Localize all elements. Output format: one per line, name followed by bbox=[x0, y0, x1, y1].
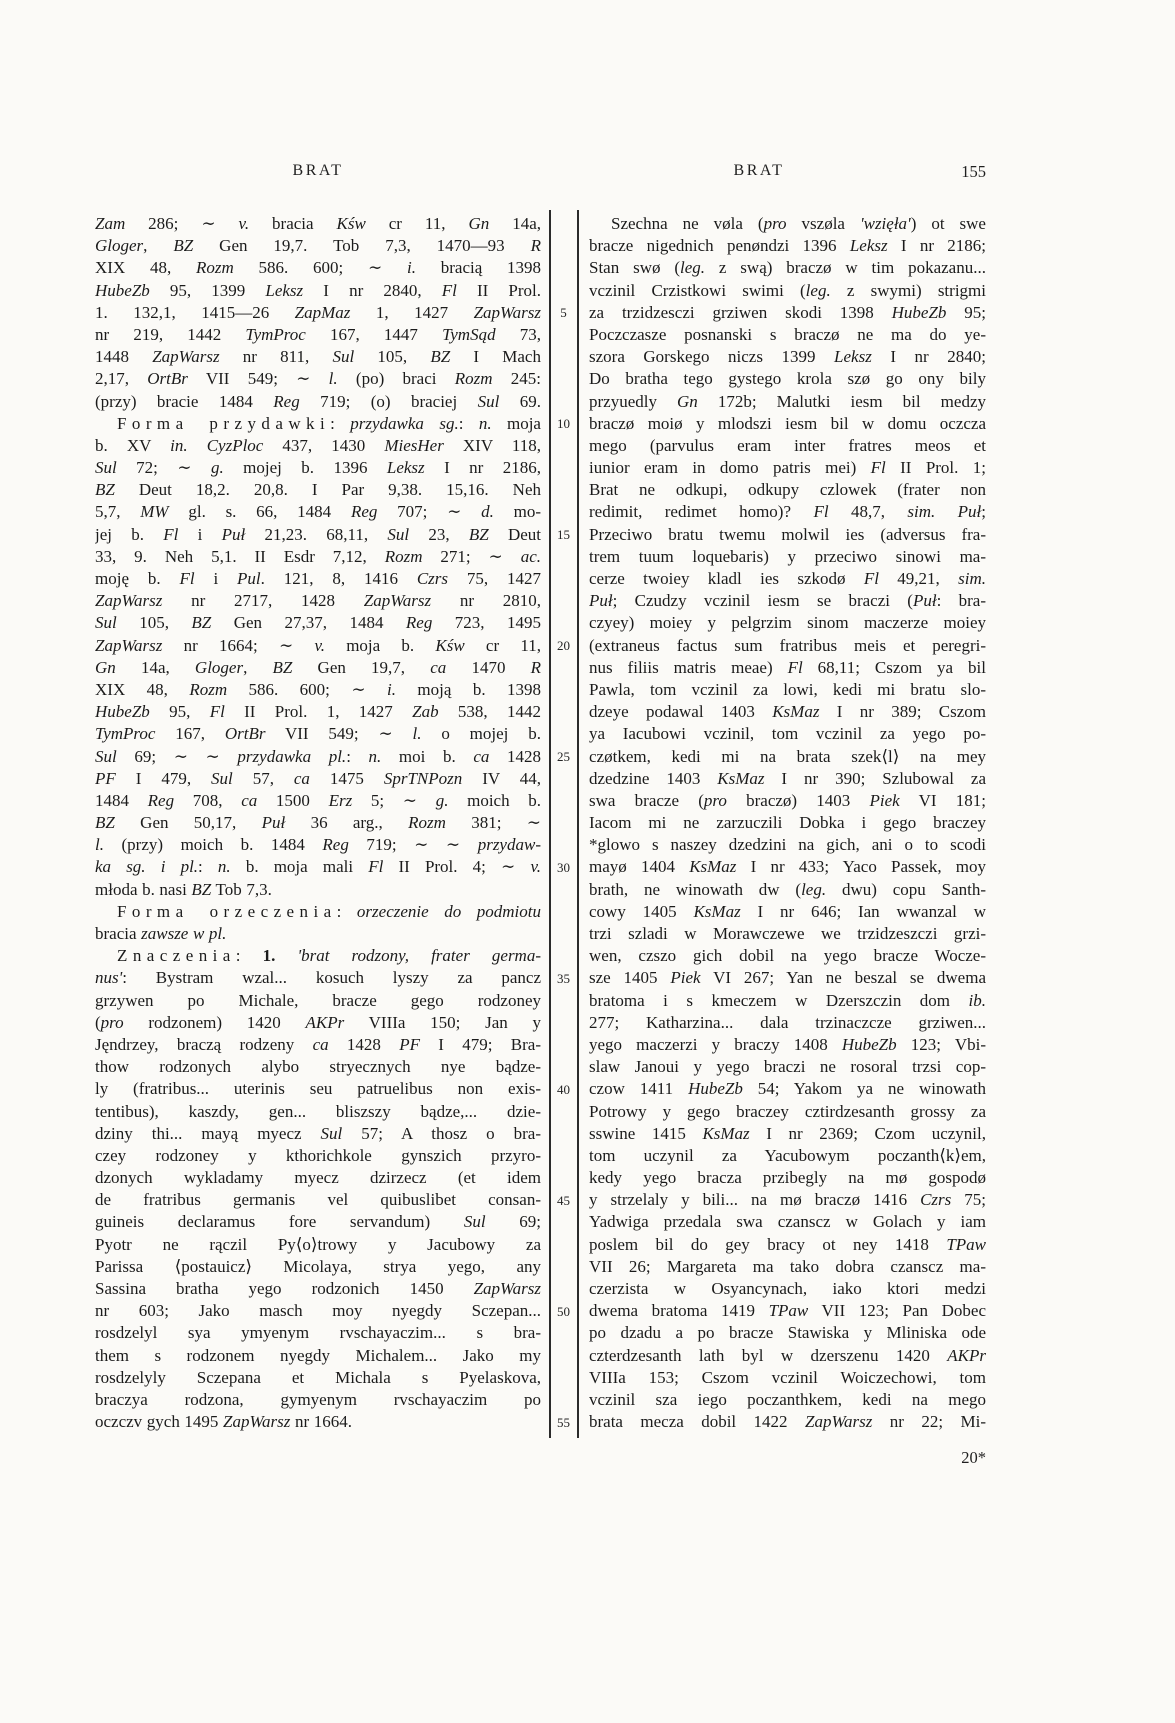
text-line: bracia zawsze w pl. bbox=[95, 924, 227, 943]
text-line: czey rodzoney y kthorichkole gynszich przyro- bbox=[95, 1145, 541, 1165]
text-line: (pro rodzonem) 1420 AKPr VIIIa 150; Jan y bbox=[95, 1012, 541, 1032]
text-line: swa bracze (pro braczø) 1403 Piek VI 181; bbox=[589, 790, 986, 810]
text-line: po dzadu a po bracze Stawiska y Mliniska ode bbox=[589, 1323, 986, 1343]
text-line: czow 1411 HubeZb 54; Yakom ya ne winowath bbox=[589, 1079, 986, 1099]
text-line: *glowo s naszey dzedzini na gich, ani o to scodi bbox=[589, 835, 986, 855]
line-number: 15 bbox=[557, 526, 570, 542]
text-line: Pawla, tom vczinil za lowi, kedi mi bratu slo- bbox=[589, 679, 986, 699]
text-line: kedy yego bracza przibegly na mø gospodø bbox=[589, 1168, 986, 1188]
left-column bbox=[95, 213, 541, 1433]
line-number: 30 bbox=[557, 859, 570, 875]
text-line: Zam 286; ∼ v. bracia Kśw cr 11, Gn 14a, bbox=[95, 214, 541, 233]
line-number: 45 bbox=[557, 1192, 570, 1208]
text-line: szora Gorskego niczs 1399 Leksz I nr 2840; bbox=[589, 347, 986, 367]
text-line: 33, 9. Neh 5,1. II Esdr 7,12, Rozm 271; ∼ ac. bbox=[95, 546, 541, 566]
text-line: Pyotr ne rączil Py⟨o⟩trowy y Jacubowy za bbox=[95, 1234, 541, 1254]
text-line: guineis declaramus fore servandum) Sul 69; bbox=[95, 1212, 541, 1232]
text-line: cowy 1405 KsMaz I nr 646; Ian wwanzal w bbox=[589, 901, 986, 921]
text-line: Forma przydawki: przydawka sg.: n. moja bbox=[117, 413, 541, 433]
text-line: grzywen po Michale, bracze gego rodzoney bbox=[95, 990, 541, 1010]
text-line: ka sg. i pl.: n. b. moja mali Fl II Prol. 4; ∼ v. bbox=[95, 857, 541, 877]
text-line: 277; Katharzina... dala trzinaczcze grziwen... bbox=[589, 1012, 986, 1032]
text-line: bratoma i s kmeczem w Dzerszczin dom ib. bbox=[589, 990, 986, 1010]
text-line: sswine 1415 KsMaz I nr 2369; Czom uczynil, bbox=[589, 1123, 986, 1143]
text-line: dziny thi... mayą myecz Sul 57; A thosz o bra- bbox=[95, 1123, 541, 1143]
line-number: 55 bbox=[557, 1414, 570, 1430]
line-number: 35 bbox=[557, 970, 570, 986]
line-number-gutter bbox=[550, 213, 577, 1441]
text-line: sze 1405 Piek VI 267; Yan ne beszal se dwema bbox=[589, 968, 986, 988]
text-line: braczø moiø y mlodszi iesm bil w domu oczcza bbox=[589, 413, 986, 433]
text-line: młoda b. nasi BZ Tob 7,3. bbox=[95, 879, 272, 899]
text-line: Potrowy y gego braczey cztirdzesanth grossy za bbox=[589, 1101, 986, 1121]
text-line: b. XV in. CyzPloc 437, 1430 MiesHer XIV 118, bbox=[95, 435, 541, 455]
running-head-right: BRAT bbox=[733, 162, 785, 179]
text-line: HubeZb 95, 1399 Leksz I nr 2840, Fl II Prol. bbox=[95, 280, 541, 300]
text-line: nus filiis matris meae) Fl 68,11; Cszom ya bil bbox=[589, 657, 986, 677]
text-line: ly (fratribus... uterinis seu patruelibus non exis- bbox=[95, 1079, 541, 1099]
text-line: VIIIa 153; Cszom vczinil Woiczechowi, tom bbox=[589, 1367, 986, 1387]
text-line: Sassina bratha yego rodzonich 1450 ZapWarsz bbox=[95, 1279, 541, 1298]
text-line: yego maczerzi y braczy 1408 HubeZb 123; Vbi- bbox=[589, 1034, 986, 1054]
text-line: vczinil sza iego poczanthkem, kedi na mego bbox=[589, 1389, 986, 1409]
text-line: rosdzelyl sya ymyenym rvschayaczim... s bra- bbox=[95, 1323, 541, 1343]
text-line: nr 603; Jako masch moy nyegdy Sczepan... bbox=[95, 1301, 541, 1321]
line-number: 10 bbox=[557, 415, 570, 431]
text-line: Gloger, BZ Gen 19,7. Tob 7,3, 1470—93 R bbox=[95, 236, 541, 256]
text-line: jej b. Fl i Puł 21,23. 68,11, Sul 23, BZ Deut bbox=[95, 524, 541, 544]
text-line: (przy) bracie 1484 Reg 719; (o) braciej Sul 69. bbox=[95, 391, 541, 411]
text-line: nr 219, 1442 TymProc 167, 1447 TymSąd 73, bbox=[95, 324, 541, 344]
text-line: Sul 69; ∼ ∼ przydawka pl.: n. moi b. ca 1428 bbox=[95, 746, 541, 766]
text-line: 5,7, MW gl. s. 66, 1484 Reg 707; ∼ d. mo- bbox=[95, 502, 541, 522]
text-line: Jęndrzey, braczą rodzeny ca 1428 PF I 479; Bra- bbox=[95, 1034, 541, 1054]
text-line: poslem bil do gey bracy ot ney 1418 TPaw bbox=[589, 1234, 986, 1254]
text-line: dzedzine 1403 KsMaz I nr 390; Szlubowal za bbox=[589, 768, 986, 788]
text-line: ZapWarsz nr 1664; ∼ v. moja b. Kśw cr 11, bbox=[95, 635, 541, 655]
text-line: Poczczasze posnanski s braczø ne ma do ye- bbox=[589, 324, 986, 344]
text-line: brath, ne winowath dw (leg. dwu) copu Santh- bbox=[589, 879, 986, 899]
text-line: 1484 Reg 708, ca 1500 Erz 5; ∼ g. moich b. bbox=[95, 790, 541, 810]
text-line: BZ Gen 50,17, Puł 36 arg., Rozm 381; ∼ bbox=[95, 813, 541, 833]
text-line: trzi szladi w Morawczewe we trzidzeszczi grzi- bbox=[589, 924, 986, 943]
line-number: 40 bbox=[557, 1081, 570, 1097]
text-line: 1448 ZapWarsz nr 811, Sul 105, BZ I Mach bbox=[95, 347, 541, 367]
text-line: trem tuum loquebaris) y przeciwo sinowi ma- bbox=[589, 546, 986, 566]
right-column bbox=[589, 213, 986, 1433]
text-line: tentibus), kaszdy, gen... bliszszy bądze,... dzie- bbox=[95, 1101, 541, 1121]
text-line: l. (przy) moich b. 1484 Reg 719; ∼ ∼ przydaw- bbox=[95, 835, 541, 855]
text-line: de fratribus germanis vel quibuslibet consan- bbox=[95, 1190, 541, 1210]
text-line: brata mecza dobil 1422 ZapWarsz nr 22; Mi- bbox=[589, 1412, 986, 1432]
text-line: XIX 48, Rozm 586. 600; ∼ i. moją b. 1398 bbox=[95, 679, 541, 699]
text-line: Znaczenia: 1. 'brat rodzony, frater germa- bbox=[117, 946, 541, 966]
text-line: Forma orzeczenia: orzeczenie do podmiotu bbox=[117, 901, 541, 921]
text-line: Iacom mi ne zarzuczili Dobka i gego braczey bbox=[589, 813, 986, 833]
text-line: Parissa ⟨postauicz⟩ Micolaya, strya yego, any bbox=[95, 1256, 541, 1276]
text-line: iunior eram in domo patris mei) Fl II Prol. 1; bbox=[589, 458, 986, 478]
text-line: dwema bratoma 1419 TPaw VII 123; Pan Dobec bbox=[589, 1301, 986, 1321]
text-line: dzeye podawal 1403 KsMaz I nr 389; Cszom bbox=[589, 702, 986, 722]
text-line: dzonych wykladamy myecz dzirzecz (et idem bbox=[95, 1168, 541, 1188]
text-line: za trzidzesczi grziwen skodi 1398 HubeZb 95; bbox=[589, 302, 986, 322]
text-line: y strzelaly y bili... na mø braczø 1416 Czrs 75; bbox=[589, 1190, 986, 1210]
text-line: Przeciwo bratu twemu molwil ies (adversus fra- bbox=[589, 524, 986, 544]
text-line: Puł; Czudzy vczinil iesm se braczi (Puł: bra- bbox=[589, 591, 986, 611]
text-line: TymProc 167, OrtBr VII 549; ∼ l. o mojej b. bbox=[95, 724, 541, 744]
column-rule-right bbox=[577, 210, 579, 1438]
text-line: slaw Janoui y yego braczi ne rosoral trzsi cop- bbox=[589, 1057, 986, 1077]
line-number: 50 bbox=[557, 1303, 570, 1319]
text-line: czterdzesanth lath byl w dzerszenu 1420 AKPr bbox=[589, 1345, 986, 1365]
text-line: (extraneus factus sum fratribus meis et peregri- bbox=[589, 635, 986, 655]
text-line: redimit, redimet homo)? Fl 48,7, sim. Puł; bbox=[589, 502, 986, 522]
text-line: rosdzelyly Sczepana et Michala s Pyelaskova, bbox=[95, 1367, 541, 1387]
text-line: 1. 132,1, 1415—26 ZapMaz 1, 1427 ZapWarsz bbox=[95, 302, 541, 322]
text-line: BZ Deut 18,2. 20,8. I Par 9,38. 15,16. Neh bbox=[95, 480, 541, 500]
text-line: oczczv gych 1495 ZapWarsz nr 1664. bbox=[95, 1412, 352, 1432]
page-number: 155 bbox=[961, 162, 986, 181]
text-line: Do bratha tego gystego krola szø go ony bily bbox=[589, 369, 986, 389]
text-line: Stan swø (leg. z swą) braczø w tim pokazanu... bbox=[589, 258, 986, 278]
line-number: 20 bbox=[557, 637, 570, 653]
text-line: tom uczynil za Yacubowym poczanth⟨k⟩em, bbox=[589, 1145, 986, 1165]
text-line: 2,17, OrtBr VII 549; ∼ l. (po) braci Rozm 245: bbox=[95, 369, 541, 389]
text-line: czyey) moiey y pelgrzim sinom maczerze moiey bbox=[589, 613, 986, 633]
text-line: Gn 14a, Gloger, BZ Gen 19,7, ca 1470 R bbox=[95, 657, 541, 677]
text-line: Yadwiga przedala swa czanscz w Golach y iam bbox=[589, 1212, 986, 1232]
text-line: XIX 48, Rozm 586. 600; ∼ i. bracią 1398 bbox=[95, 258, 541, 278]
text-line: VII 26; Margareta ma tako dobra czanscz ma- bbox=[589, 1256, 986, 1276]
text-line: ya Iacubowi vczinil, tom vczinil za yego po- bbox=[589, 724, 986, 744]
text-line: them s rodzonem nyegdy Michalem... Jako my bbox=[95, 1345, 541, 1365]
text-line: Szechna ne vøla (pro vszøla 'wzięła') ot swe bbox=[611, 214, 986, 233]
text-line: przyuedly Gn 172b; Malutki iesm bil medzy bbox=[589, 391, 986, 411]
line-number: 5 bbox=[560, 304, 567, 320]
text-line: vczinil Crzistkowi swimi (leg. z swymi) strigmi bbox=[589, 280, 986, 300]
line-number: 25 bbox=[557, 748, 570, 764]
running-head-left: BRAT bbox=[292, 162, 344, 179]
text-line: czerzista w Osyancynach, iako ktori medzi bbox=[589, 1279, 986, 1298]
text-line: thow rodzonych alybo stryecznych nye bądze- bbox=[95, 1057, 541, 1077]
text-line: bracze nigednich penøndzi 1396 Leksz I nr 2186; bbox=[589, 236, 986, 256]
text-line: Brat ne odkupi, odkupy czlowek (frater non bbox=[589, 480, 986, 500]
text-line: czøtkem, kedi mi na brata szek⟨l⟩ na mey bbox=[589, 746, 986, 766]
text-line: PF I 479, Sul 57, ca 1475 SprTNPozn IV 44, bbox=[95, 768, 541, 788]
text-line: Sul 105, BZ Gen 27,37, 1484 Reg 723, 1495 bbox=[95, 613, 541, 633]
text-line: wen, czszo gich dobil na yego bracze Wocze- bbox=[589, 946, 986, 966]
text-line: HubeZb 95, Fl II Prol. 1, 1427 Zab 538, 1442 bbox=[95, 702, 541, 722]
text-line: moję b. Fl i Pul. 121, 8, 1416 Czrs 75, 1427 bbox=[95, 569, 541, 588]
text-line: mayø 1404 KsMaz I nr 433; Yaco Passek, moy bbox=[589, 857, 986, 877]
signature-mark: 20* bbox=[961, 1448, 986, 1467]
text-line: Sul 72; ∼ g. mojej b. 1396 Leksz I nr 2186, bbox=[95, 458, 541, 478]
text-line: mego (parvulus eram inter fratres meos et bbox=[589, 435, 986, 455]
text-line: cerze twoiey kladl ies szkodø Fl 49,21, sim. bbox=[589, 569, 986, 588]
text-line: braczya rodzona, gymyenym rvschayaczim po bbox=[95, 1389, 541, 1409]
text-line: ZapWarsz nr 2717, 1428 ZapWarsz nr 2810, bbox=[95, 591, 541, 611]
text-line: nus': Bystram wzal... kosuch lyszy za pancz bbox=[95, 968, 541, 988]
